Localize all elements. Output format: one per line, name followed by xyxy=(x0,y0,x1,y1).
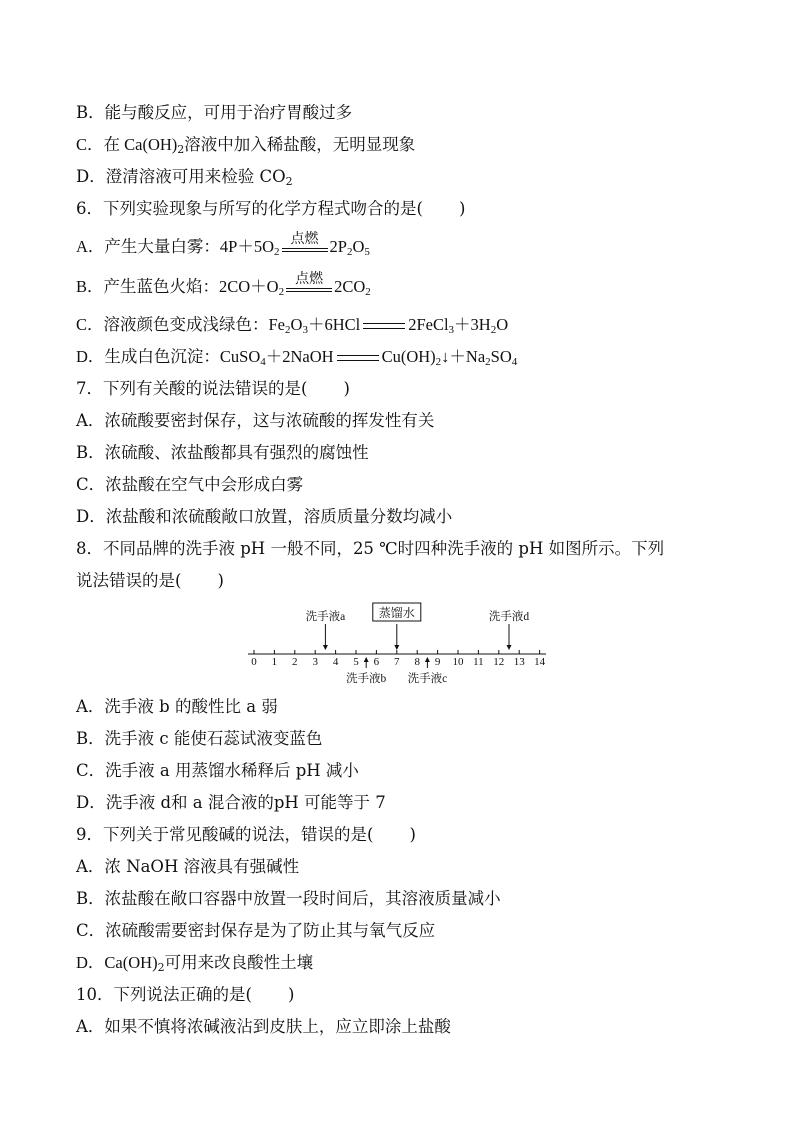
q7-option-d: D．浓盐酸和浓硫酸敞口放置，溶质质量分数均减小 xyxy=(76,507,453,526)
q8-stem-line1: 8．不同品牌的洗手液 pH 一般不同，25 ℃时四种洗手液的 pH 如图所示。下列 xyxy=(76,539,665,558)
ph-tick-label: 8 xyxy=(414,656,420,668)
reaction-condition: 点燃 xyxy=(282,239,328,257)
handwash-a-arrowhead xyxy=(323,645,328,650)
q8-option-a: A．洗手液 b 的酸性比 a 弱 xyxy=(76,697,278,716)
ph-tick-label: 0 xyxy=(251,656,257,668)
ph-tick-label: 3 xyxy=(312,656,318,668)
ph-tick-label: 6 xyxy=(373,656,380,668)
ph-tick-label: 13 xyxy=(513,656,525,668)
q7-option-a: A．浓硫酸要密封保存，这与浓硫酸的挥发性有关 xyxy=(76,411,435,430)
handwash-c-label: 洗手液c xyxy=(407,673,448,685)
ph-scale-figure xyxy=(244,602,550,686)
ph-tick-label: 9 xyxy=(434,656,441,668)
q9-option-b: B．浓盐酸在敞口容器中放置一段时间后，其溶液质量减小 xyxy=(76,889,501,908)
q9-option-c: C．浓硫酸需要密封保存是为了防止其与氧气反应 xyxy=(76,921,436,940)
q7-option-c: C．浓盐酸在空气中会形成白雾 xyxy=(76,475,304,494)
ph-tick-label: 12 xyxy=(493,656,505,668)
handwash-d-arrowhead xyxy=(507,645,512,650)
ph-tick-label: 1 xyxy=(271,656,278,668)
reaction-condition: 点燃 xyxy=(286,279,332,297)
q9-stem: 9．下列关于常见酸碱的说法，错误的是( ) xyxy=(76,825,416,844)
q5-option-c: C．在 $Ca(OH)_2$溶液中加入稀盐酸，无明显现象 xyxy=(76,135,416,156)
q6-option-a: A．产生大量白雾：$4P+5O_2$ 点燃 $2P_2O_5$ xyxy=(76,232,370,258)
q9-option-d: D．$Ca(OH)_2$可用来改良酸性土壤 xyxy=(76,953,314,974)
q6-option-b: B．产生蓝色火焰：$2CO+O_2$ 点燃 $2CO_2$ xyxy=(76,272,371,298)
handwash-a-label: 洗手液a xyxy=(305,611,346,623)
q8-stem-line2: 说法错误的是( ) xyxy=(76,571,224,590)
handwash-d-label: 洗手液d xyxy=(488,611,530,623)
distilled-water-label: 蒸馏水 xyxy=(378,606,415,620)
handwash-b-arrowhead xyxy=(364,657,369,662)
ph-tick-label: 14 xyxy=(534,656,546,668)
q8-option-d: D．洗手液 d和 a 混合液的pH 可能等于 7 xyxy=(76,793,386,812)
distilled-water-arrowhead xyxy=(394,645,399,650)
q8-option-b: B．洗手液 c 能使石蕊试液变蓝色 xyxy=(76,729,323,748)
q6-stem: 6．下列实验现象与所写的化学方程式吻合的是( ) xyxy=(76,199,466,218)
ph-tick-label: 11 xyxy=(473,656,484,668)
q10-option-a: A．如果不慎将浓碱液沾到皮肤上，应立即涂上盐酸 xyxy=(76,1017,451,1036)
ph-tick-label: 10 xyxy=(452,656,464,668)
q5-option-d: D．澄清溶液可用来检验 $CO_2$ xyxy=(76,167,293,188)
ph-markers xyxy=(306,603,530,685)
ph-tick-label: 5 xyxy=(353,656,359,668)
q9-option-a: A．浓 NaOH 溶液具有强碱性 xyxy=(76,857,300,876)
q8-option-c: C．洗手液 a 用蒸馏水稀释后 pH 减小 xyxy=(76,761,359,780)
q7-stem: 7．下列有关酸的说法错误的是( ) xyxy=(76,379,350,398)
q10-stem: 10．下列说法正确的是( ) xyxy=(76,985,295,1004)
handwash-c-arrowhead xyxy=(425,657,430,662)
q5-option-b: B．能与酸反应，可用于治疗胃酸过多 xyxy=(76,103,353,122)
ph-tick-label: 7 xyxy=(394,656,400,668)
ph-tick-label: 4 xyxy=(332,656,339,668)
q6-option-c: C．溶液颜色变成浅绿色：$Fe_2O_3+6HCl$ $2FeCl_3+3H_2O$ xyxy=(76,315,509,336)
handwash-b-label: 洗手液b xyxy=(346,673,387,685)
q6-option-d: D．生成白色沉淀：CuSO$_4$＋2NaOH $Cu(OH)_2↓+Na_2SO_4$ xyxy=(76,347,518,368)
ph-ticks xyxy=(251,650,545,668)
ph-tick-label: 2 xyxy=(292,656,298,668)
q7-option-b: B．浓硫酸、浓盐酸都具有强烈的腐蚀性 xyxy=(76,443,369,462)
